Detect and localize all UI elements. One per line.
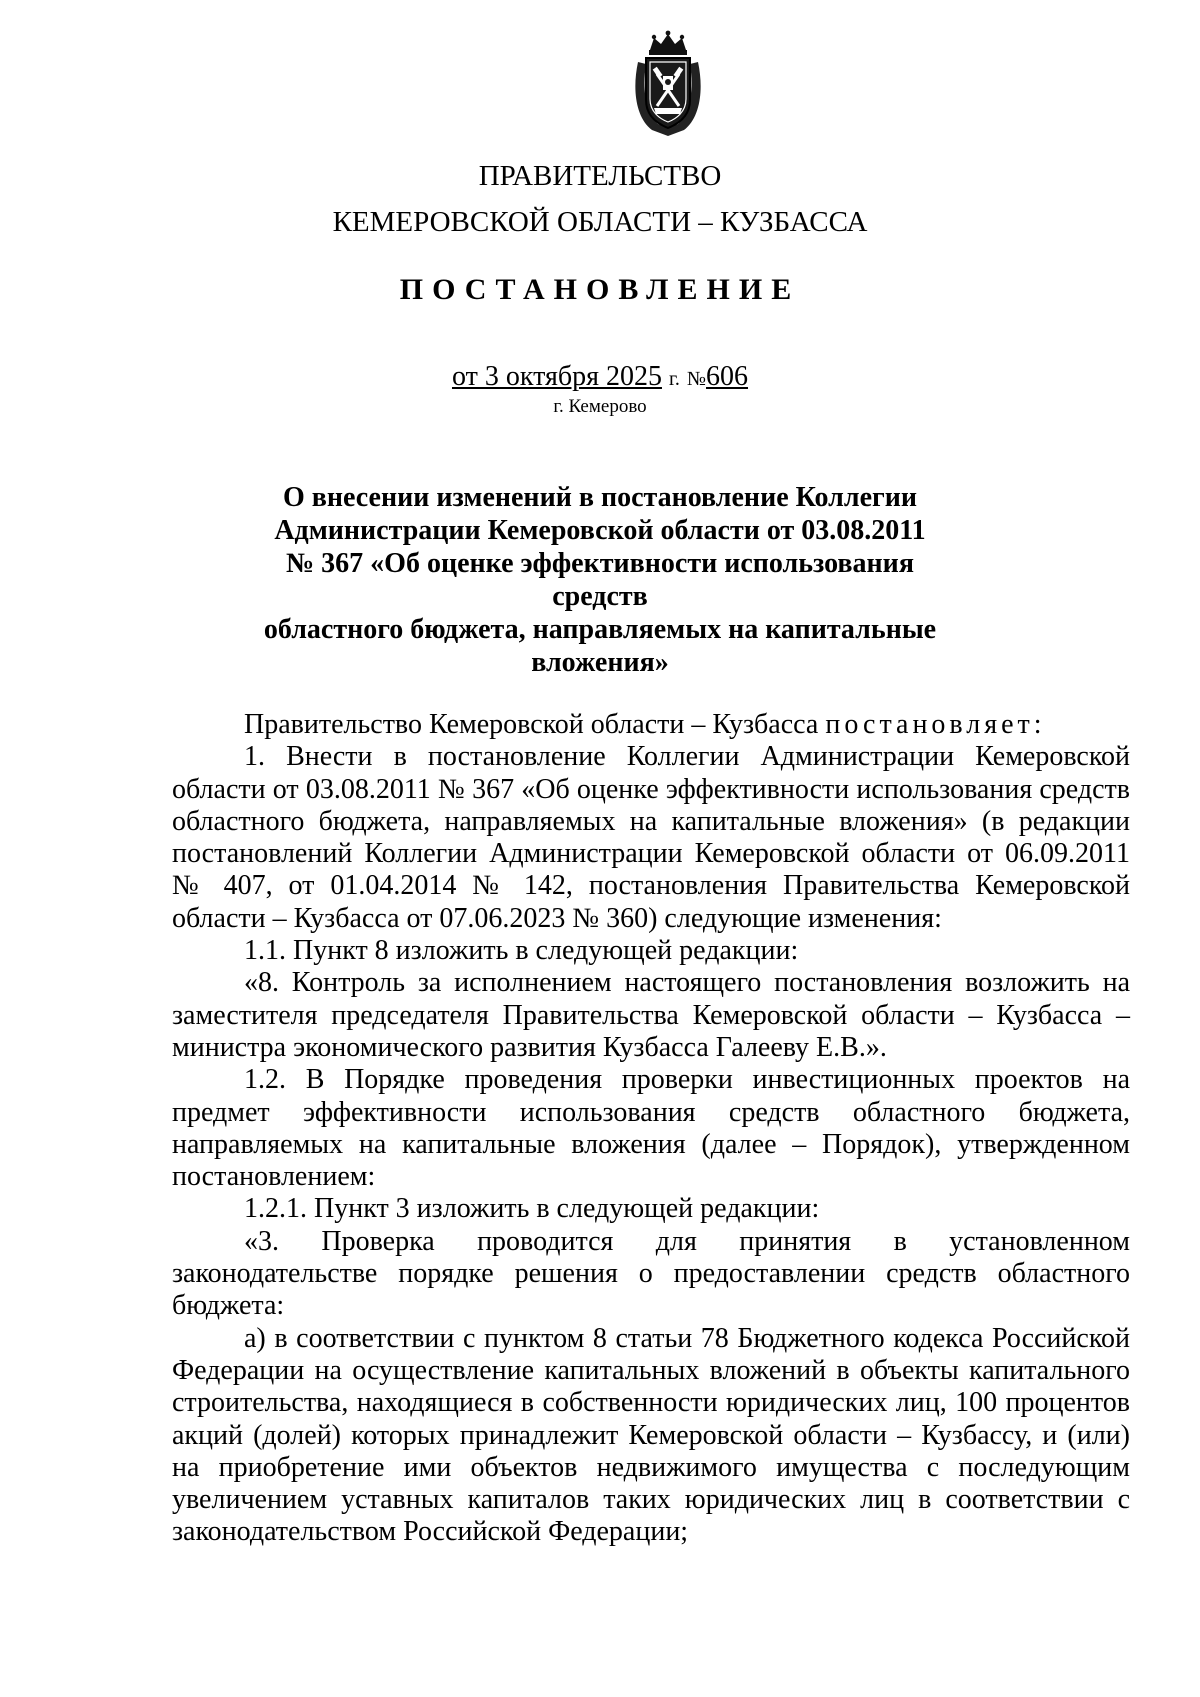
title-line: вложения» (531, 647, 669, 678)
coat-of-arms-icon (628, 30, 708, 140)
document-number: 606 (706, 361, 749, 392)
title-line: О внесении изменений в постановление Коллегии (282, 482, 917, 513)
number-sign: № (686, 368, 707, 390)
body-paragraph: а) в соответствии с пунктом 8 статьи 78 Бюджетного кодекса Российской Федерации на осуществление капитальных вложений в объекты капитального строительства, находящиеся в собственности юридических лиц, 100 процентов акций (долей) которых принадлежит Кемеровской области – Кузбассу, и (или) на приобретение ими объектов недвижимого имущества с последующим увеличением уставных капиталов таких юридических лиц в соответствии с законодательством Российской Федерации; (172, 1322, 1130, 1548)
year-suffix: г. (668, 368, 680, 390)
intro-paragraph (172, 709, 1130, 741)
title-line: № 367 «Об оценке эффективности использования средств (286, 548, 914, 612)
date-number-row (0, 360, 1200, 396)
title-line: Администрации Кемеровской области от 03.08.2011 (274, 515, 926, 546)
government-name-line-2: КЕМЕРОВСКОЙ ОБЛАСТИ – КУЗБАССА (332, 206, 868, 238)
intro-text: Правительство Кемеровской области – Кузбасса (244, 709, 819, 740)
body-paragraph: 1.2.1. Пункт 3 изложить в следующей редакции: (244, 1193, 820, 1225)
title-line: областного бюджета, направляемых на капитальные (263, 614, 937, 645)
intro-verb: постановляет: (825, 709, 1046, 740)
body-paragraph: 1.2. В Порядке проведения проверки инвестиционных проектов на предмет эффективности использования средств областного бюджета, направляемых на капитальные вложения (далее – Порядок), утвержденном постановлением: (172, 1064, 1130, 1193)
city-name: г. Кемерово (553, 396, 647, 417)
body-paragraph: «8. Контроль за исполнением настоящего постановления возложить на заместителя председателя Правительства Кемеровской области – Кузбасса – министра экономического развития Кузбасса Галееву Е.В.». (172, 967, 1130, 1063)
document-date: от 3 октября 2025 (451, 361, 662, 392)
body-paragraph: 1. Внести в постановление Коллегии Администрации Кемеровской области от 03.08.2011 № 367 «Об оценке эффективности использования средств областного бюджета, направляемых на капитальные вложения» (в редакции постановлений Коллегии Администрации Кемеровской области от 06.09.2011 № 407, от 01.04.2014 № 142, постановления Правительства Кемеровской области – Кузбасса от 07.06.2023 № 360) следующие изменения: (172, 741, 1130, 934)
body-paragraph: «3. Проверка проводится для принятия в установленном законодательстве порядке решения о предоставлении средств областного бюджета: (172, 1225, 1130, 1322)
body-paragraph: 1.1. Пункт 8 изложить в следующей редакции: (244, 935, 799, 967)
document-title (260, 481, 940, 679)
document-body (172, 709, 1130, 1549)
document-type-heading: ПОСТАНОВЛЕНИЕ (399, 273, 801, 306)
government-name-line-1: ПРАВИТЕЛЬСТВО (478, 160, 722, 192)
